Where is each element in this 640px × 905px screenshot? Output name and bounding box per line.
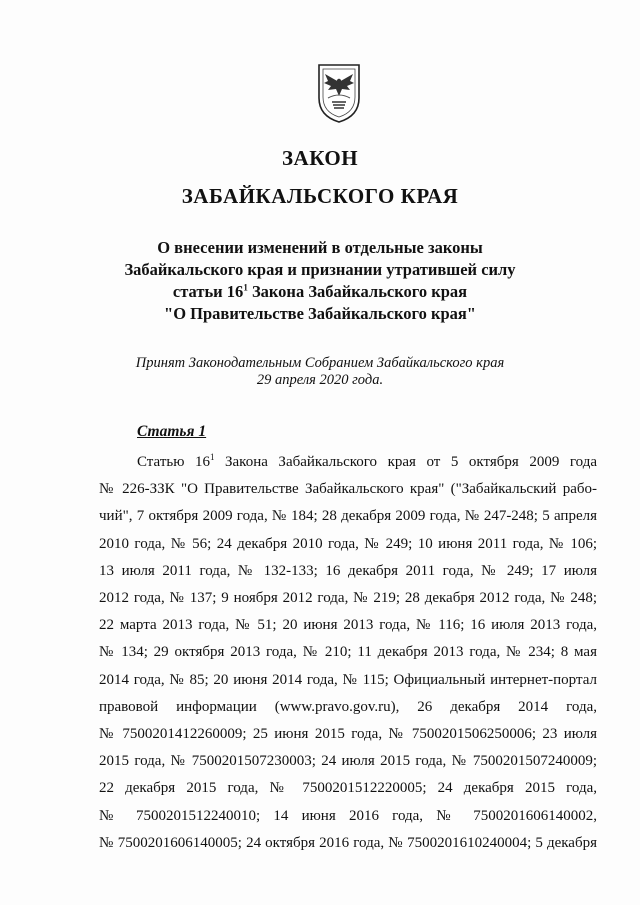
- adoption-note: [0, 355, 640, 389]
- article-line: № 7500201412260009; 25 июня 2015 года, № 7500201506250006; 23 июля: [99, 726, 597, 743]
- adoption-date: 29 апреля 2020 года.: [256, 372, 384, 388]
- article-line: 2015 года, № 7500201507230003; 24 июля 2015 года, № 7500201507240009;: [99, 753, 597, 770]
- article-line: № 7500201512240010; 14 июня 2016 года, № 7500201606140002,: [99, 807, 597, 824]
- law-subject-line: О внесении изменений в отдельные законы: [157, 238, 483, 257]
- article-line: № 226-ЗЗК "О Правительстве Забайкальского края" ("Забайкальский рабо-: [99, 481, 597, 498]
- article-line: № 134; 29 октября 2013 года, № 210; 11 декабря 2013 года, № 234; 8 мая: [99, 644, 597, 661]
- law-subject-text: статьи 16: [172, 282, 244, 301]
- adoption-note-line: Принят Законодательным Собранием Забайкальского края: [135, 355, 505, 371]
- law-subject-line: Забайкальского края и признании утратившей силу: [124, 260, 516, 279]
- article-line: 2012 года, № 137; 9 ноября 2012 года, № 219; 28 декабря 2012 года, № 248;: [99, 590, 597, 607]
- article-line: 2014 года, № 85; 20 июня 2014 года, № 115; Официальный интернет-портал: [99, 671, 597, 688]
- document-title: ЗАКОН: [281, 146, 359, 170]
- article-line: 13 июля 2011 года, № 132-133; 16 декабря 2011 года, № 249; 17 июля: [99, 562, 597, 579]
- law-subject-line: "О Правительстве Забайкальского края": [164, 304, 476, 323]
- article-line: 22 марта 2013 года, № 51; 20 июня 2013 года, № 116; 16 июля 2013 года,: [99, 617, 597, 634]
- article-line: 2010 года, № 56; 24 декабря 2010 года, № 249; 10 июня 2011 года, № 106;: [99, 535, 597, 552]
- law-subject-text: Закона Забайкальского края: [247, 282, 468, 301]
- law-subject-line: [0, 281, 640, 303]
- article-line: 22 декабря 2015 года, № 7500201512220005; 24 декабря 2015 года,: [99, 780, 597, 797]
- article-line: [99, 449, 597, 476]
- superscript: 1: [243, 282, 248, 293]
- article-line: № 7500201606140005; 24 октября 2016 года, № 7500201610240004; 5 декабря: [99, 834, 597, 851]
- article-text: Статью 16: [137, 454, 210, 470]
- law-subject: [0, 237, 640, 325]
- article-body: [99, 449, 597, 857]
- article-line: чий", 7 октября 2009 года, № 184; 28 декабря 2009 года, № 247-248; 5 апреля: [99, 508, 597, 525]
- article-heading: Статья 1: [137, 423, 207, 440]
- coat-of-arms-icon: [316, 62, 362, 124]
- article-line: правовой информации (www.pravo.gov.ru), 26 декабря 2014 года,: [99, 698, 597, 715]
- article-text: Закона Забайкальского края от 5 октября 2009 года: [214, 454, 598, 470]
- superscript: 1: [209, 452, 215, 462]
- document-region-title: ЗАБАЙКАЛЬСКОГО КРАЯ: [181, 184, 459, 208]
